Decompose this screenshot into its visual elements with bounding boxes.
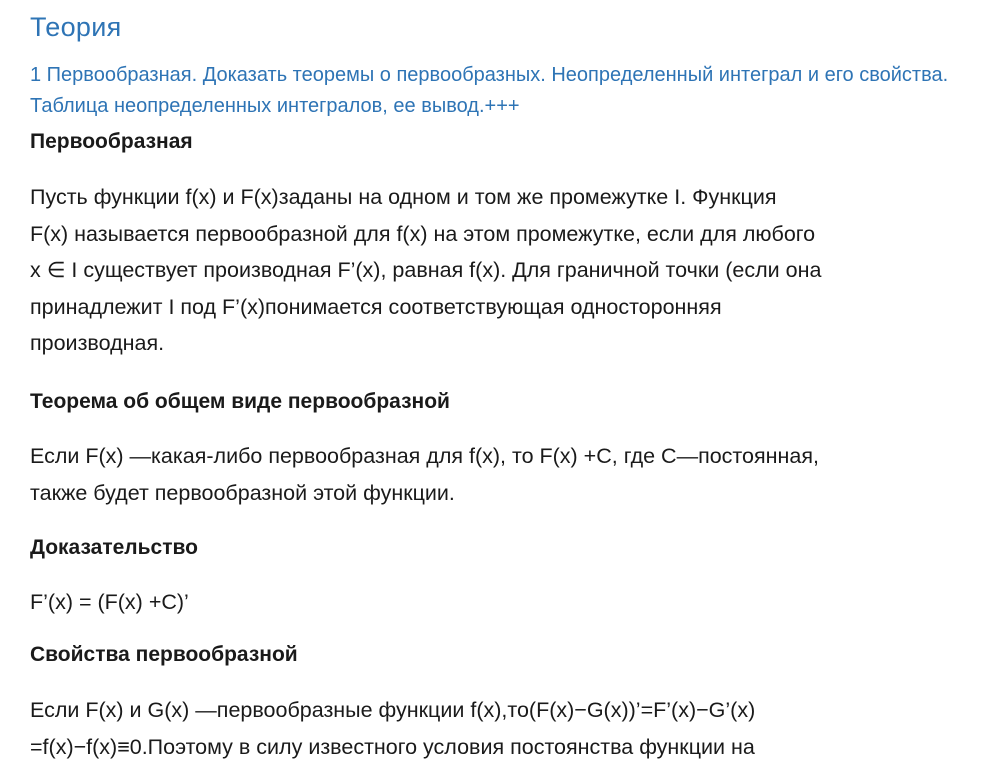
text-line: принадлежит I под F’(x)понимается соответствующая односторонняя bbox=[30, 294, 722, 319]
section-body-theorem bbox=[30, 438, 985, 511]
text-line: также будет первообразной этой функции. bbox=[30, 480, 455, 505]
text-line: производная. bbox=[30, 331, 165, 355]
section-body-properties bbox=[30, 692, 985, 765]
text-line: Пусть функции f(x) и F(x)заданы на одном и том же промежутке I. Функция bbox=[30, 185, 777, 209]
section-heading-properties: Свойства первообразной bbox=[30, 643, 298, 666]
page-subtitle: 1 Первообразная. Доказать теоремы о первообразных. Неопределенный интеграл и его свойства. Таблица неопределенных интегралов, ее вывод.+++ bbox=[30, 64, 949, 117]
section-heading-antiderivative: Первообразная bbox=[30, 130, 193, 153]
text-line: Если F(x) —какая-либо первообразная для f(x), то F(x) +C, где C—постоянная, bbox=[30, 444, 819, 468]
text-line: F(x) называется первообразной для f(x) на этом промежутке, если для любого bbox=[30, 221, 816, 246]
text-line: =f(x)−f(x)≡0.Поэтому в силу известного условия постоянства функции на bbox=[30, 734, 755, 759]
text-line: F’(x) = (F(x) +C)’ bbox=[30, 590, 189, 614]
text-line: x ∈ I существует производная F’(x), равная f(x). Для граничной точки (если она bbox=[30, 258, 822, 282]
section-heading-theorem: Теорема об общем виде первообразной bbox=[30, 390, 450, 413]
page-title: Теория bbox=[30, 12, 122, 42]
section-body-proof bbox=[30, 584, 985, 621]
text-line: Если F(x) и G(x) —первообразные функции f(x),то(F(x)−G(x))’=F’(x)−G’(x) bbox=[30, 698, 756, 722]
section-heading-proof: Доказательство bbox=[30, 536, 198, 559]
section-body-antiderivative bbox=[30, 179, 985, 362]
